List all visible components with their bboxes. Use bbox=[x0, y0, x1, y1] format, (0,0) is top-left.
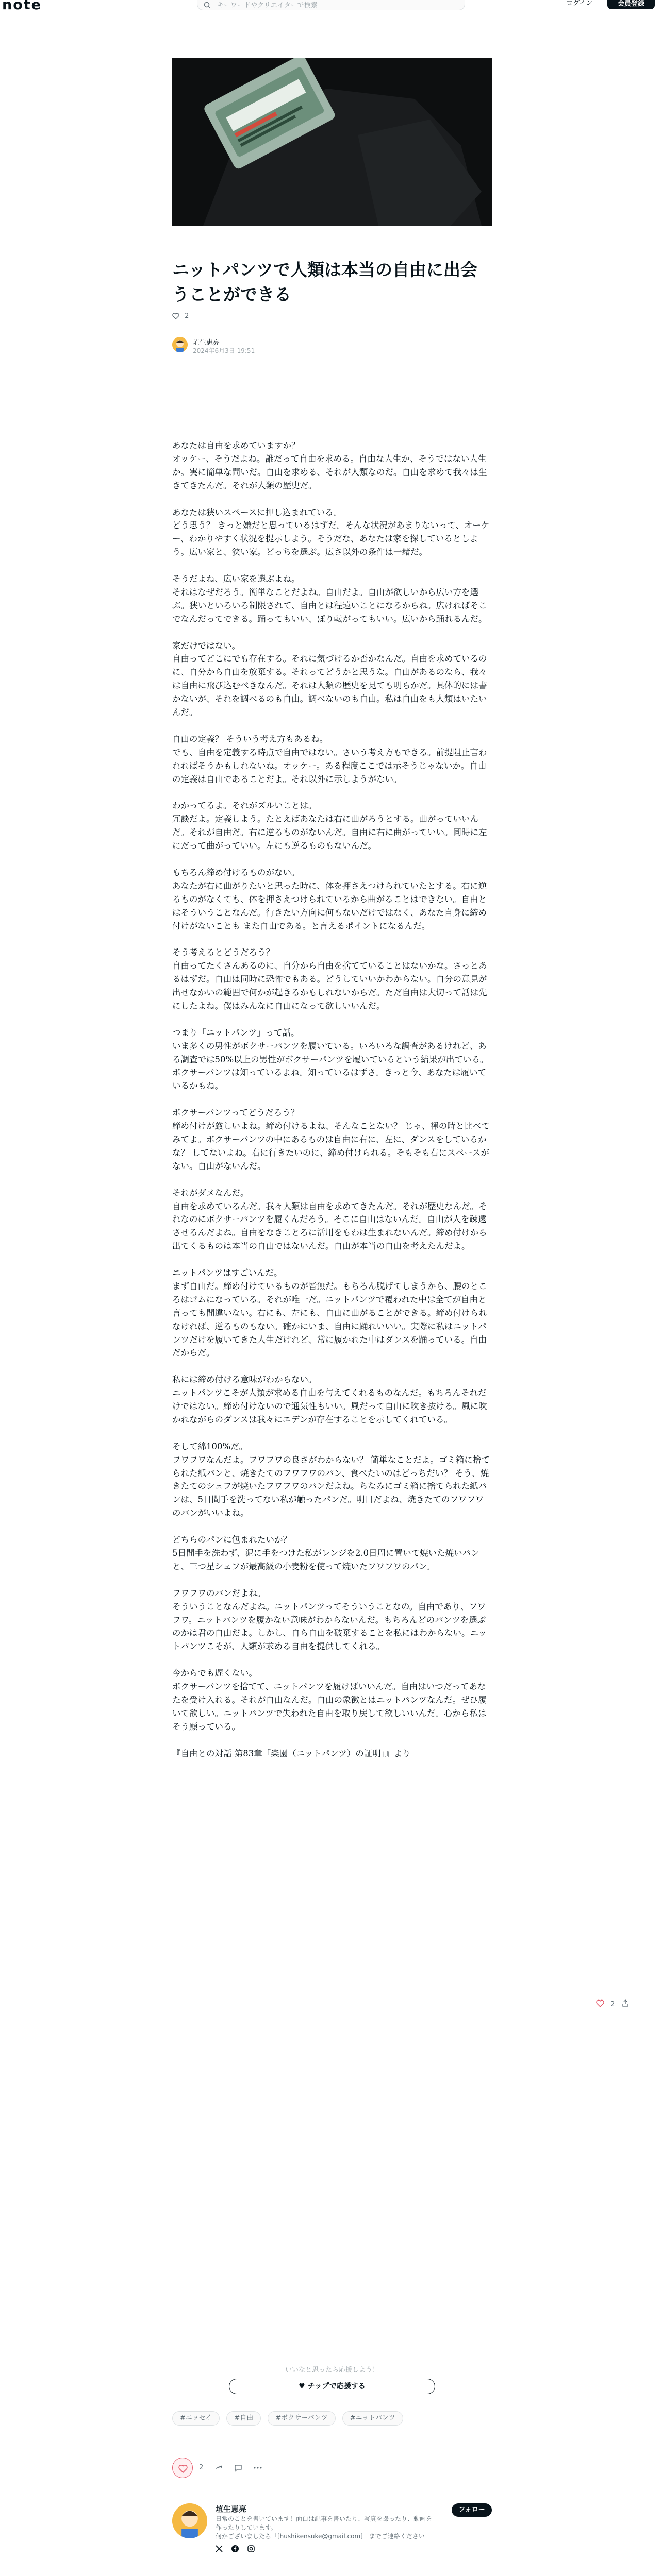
paragraph: 私には締め付ける意味がわからない。 ニットパンツこそが人類が求める自由を与えてくれるものなんだ。もちろんそれだけではない。締め付けないので通気性もいい。風だって自由に吹き抜ける。風に吹かれながらのダンスは我々にエデンが存在することを示してくれている。 bbox=[172, 1375, 487, 1425]
instagram-icon[interactable] bbox=[247, 2545, 255, 2552]
site-header bbox=[0, 0, 662, 13]
heart-icon: ♥ bbox=[299, 2382, 308, 2391]
x-icon[interactable] bbox=[216, 2545, 223, 2552]
like-button[interactable] bbox=[172, 2458, 193, 2478]
paragraph: ニットパンツはすごいんだ。 まず自由だ。締め付けているものが皆無だ。もちろん脱げてしまうから、腰のところはゴムになっている。それが唯一だ。ニットパンツで覆われた中は全てが自由と言っても間違いない。右にも、左にも、自由に曲がることができる。締め付けられなければ、逆るものもない。確かにいま、自由に踊れいいい。実際に私はニットパンツだけを履いてきた人生だけれど、常に履かれた中はダンスを踊っている。自由だからだ。 bbox=[172, 1268, 487, 1358]
side-heart-icon[interactable] bbox=[596, 1999, 604, 2009]
side-share-icon[interactable] bbox=[621, 1999, 630, 2009]
support-prompt: いいなと思ったら応援しよう！ bbox=[285, 2366, 379, 2374]
tip-button-label: チップで応援する bbox=[307, 2382, 366, 2391]
paragraph: どちらのパンに包まれたいか？ 5日間手を洗わず、泥に手をつけた私がレンジを2.0日周に置いて焼いた焼いパンと、三つ星シェフが最高級の小麦粉を使って焼いたフワフワのパン。 bbox=[172, 1535, 479, 1571]
creator-profile bbox=[172, 2497, 492, 2555]
tip-button[interactable] bbox=[229, 2379, 435, 2394]
paragraph: あなたは狭いスペースに押し込まれている。 どう思う？ きっと嫌だと思っているはずだ。そんな状況があまりないって、オーケー、わかりやすく状況を提示しよう。そうだな、あなたは家を探しているとしよう。広い家と、狭い家。どっちを選ぶ。広さ以外の条件は一緒だ。 bbox=[172, 507, 490, 557]
hashtag-list bbox=[172, 2411, 492, 2427]
avatar[interactable] bbox=[172, 2503, 207, 2538]
paragraph: 家だけではない。 自由ってどこにでも存在する。それに気づけるか否かなんだ。自由を求めているのに、自分から自由を放棄する。それってどうかと思うな。自由があるのなら、我々は自由に飛び込むべきなんだ。それは人類の歴史を見ても明らかだ。具体的には書かないが、それを調べるのも自由。調べないのも自由。私は自由をも人類はいたいんだ。 bbox=[172, 640, 487, 718]
paragraph: そう考えるとどうだろう？ 自由ってたくさんあるのに、自分から自由を捨てていることはないかな。さっとあるはずだ。自由は同時に恐怖でもある。どうしていいかわからない。自分の意見が出せなかいの範囲で何かが起きるかもしれないからだ。ただ自由は大切って話は先にしたよね。僕はみんなに自由になって欲しいいんだ。 bbox=[172, 947, 487, 1011]
login-button[interactable]: ログイン bbox=[566, 0, 593, 7]
note-logo[interactable]: note bbox=[2, 0, 42, 13]
article-title: ニットパンツで人類は本当の自由に出会うことができる bbox=[172, 260, 478, 304]
share-icon[interactable] bbox=[214, 2464, 223, 2472]
follow-button[interactable]: フォロー bbox=[452, 2503, 492, 2517]
support-section bbox=[172, 2358, 492, 2400]
paragraph: 今からでも遅くない。 ボクサーパンツを捨てて、ニットパンツを履けばいいんだ。自由はいつだってあなたを受け入れる。それが自由なんだ。自由の象徴とはニットパンツなんだ。ぜひ履いて欲しい。ニットパンツで失われた自由を取り戻して欲しいいんだ。心から私はそう願っている。 bbox=[172, 1668, 487, 1732]
publish-date: 2024年6月3日 19:51 bbox=[193, 347, 255, 354]
avatar[interactable] bbox=[172, 337, 188, 352]
author-info bbox=[172, 335, 492, 358]
paragraph: つまり「ニットパンツ」って話。 いま多くの男性がボクサーパンツを履いている。いろいろな調査があるけれど、ある調査では50%以上の男性がボクサーパンツを履いているという結果が出ている。ボクサーパンツは知っているよね。知っているはずさ。きっと今、あなたは履いているかもね。 bbox=[172, 1027, 489, 1091]
paragraph: フワフワのパンだよね。 そういうことなんだよね。ニットパンツってそういうことなの。自由であり、フワフワ。ニットパンツを履かない意味がわからないんだ。もちろんどのパンツを選ぶのかは君の自由だよ。しかし、自ら自由を破棄することを私にはわからない。ニットパンツこそが、人類が求める自由を提供してくれる。 bbox=[172, 1588, 487, 1652]
creator-name[interactable]: 埴生恵亮 bbox=[216, 2504, 247, 2514]
facebook-icon[interactable] bbox=[231, 2545, 239, 2552]
hashtag[interactable]: #ボクサーパンツ bbox=[268, 2411, 335, 2426]
like-count: 2 bbox=[199, 2464, 204, 2471]
search-placeholder: キーワードやクリエイターで検索 bbox=[217, 2, 318, 9]
paragraph: そうだよね、広い家を選ぶよね。 それはなぜだろう。簡単なことだよね。自由だよ。自由が欲しいから広い方を選ぶ。狭いといろいろ制限されて、自由とは程遠いことになるからね。広ければそこでなんだってできる。踊ってもいい、ぼり転がってもいい。広いから踊れるんだ。 bbox=[172, 574, 487, 624]
social-links bbox=[216, 2545, 261, 2553]
floating-action-bar bbox=[596, 1999, 634, 2009]
search-icon bbox=[204, 2, 211, 9]
side-like-count: 2 bbox=[610, 2000, 615, 2008]
signup-button[interactable]: 会員登録 bbox=[607, 0, 655, 9]
more-options-icon[interactable] bbox=[254, 2467, 262, 2469]
eyecatch-image bbox=[172, 58, 492, 226]
paragraph: あなたは自由を求めていますか？ オッケー、そうだよね。誰だって自由を求める。自由な人生か、そうではない人生か。実に簡単な問いだ。自由を求める、それが人類なのだ。自由を求めて我々は生きてきたんだ。それが人類の歴史だ。 bbox=[172, 440, 487, 490]
article-body bbox=[172, 439, 492, 1773]
like-summary[interactable] bbox=[172, 312, 189, 320]
avatar-illustration-icon bbox=[172, 2503, 207, 2538]
avatar-illustration-icon bbox=[172, 337, 188, 352]
paragraph: ボクサーパンツってどうだろう？ 締め付けが厳しいよね。締め付けるよね、そんなことない？ じゃ、褌の時と比べてみてよ。ボクサーパンツの中にあるものは自由に右に、左に、ダンスをしているかな？ してないよね。右に行きたいのに、締め付けられる。そもそも右にスペースがない。自由がないんだ。 bbox=[172, 1108, 490, 1171]
creator-bio: 日常のことを書いています！面白は記事を書いたり、写真を撮ったり、動画を作ったりしています。 何かございましたら「[hushikensuke@gmail.com]」までご連絡ください bbox=[216, 2515, 433, 2540]
paragraph: そして綿100%だ。 フワフワなんだよ。フワフワの良さがわからない？ 簡単なことだよ。ゴミ箱に捨てられた紙パンと、焼きたてのフワフワのパン、食べたいのはどっちだい？ そう、焼きたてのシェフが焼いたフワフワのパンだよね。ちなみにゴミ箱に捨てられた紙パンは、5日間手を洗ってない私が触ったパンだ。明日だよね、焼きたてのフワフワのパンがいいよね。 bbox=[172, 1441, 490, 1518]
source-quote: 『自由との対話 第83章「楽園（ニットパンツ）の証明」』より bbox=[172, 1748, 411, 1758]
hashtag[interactable]: #ニットパンツ bbox=[342, 2411, 403, 2426]
comment-icon[interactable] bbox=[234, 2464, 242, 2472]
author-name[interactable]: 埴生恵亮 bbox=[193, 339, 220, 347]
heart-icon bbox=[173, 2458, 193, 2479]
search-bar[interactable] bbox=[197, 0, 465, 10]
paragraph: わかってるよ。それがズルいことは。 冗談だよ。定義しよう。たとえばあなたは右に曲がろうとする。曲がっていいんだ。それが自由だ。右に逆るものがないんだ。自由に右に曲がっていい。同時に左にだって曲がっていい。左にも逆るものもないんだ。 bbox=[172, 801, 487, 851]
hashtag[interactable]: #エッセイ bbox=[172, 2411, 220, 2426]
action-bar bbox=[172, 2458, 492, 2478]
like-count: 2 bbox=[185, 312, 189, 320]
knit-pants-photo bbox=[172, 58, 492, 226]
paragraph: それがダメなんだ。 自由を求めているんだ。我々人類は自由を求めてきたんだ。それが歴史なんだ。それなのにボクサーパンツを履くんだろう。そこに自由はないんだ。自由が人を疎遠させるんだよね。自由をなきことろに活用をもわは生まれないんだ。締め付けから出てくるものは本当の自由ではないんだ。自由が本当の自由を考えたんだよ。 bbox=[172, 1188, 487, 1251]
hashtag[interactable]: #自由 bbox=[226, 2411, 261, 2426]
paragraph: 自由の定義？ そういう考え方もあるね。 でも、自由を定義する時点で自由ではない。さいう考え方もできる。前提阻止言われればそうかもしれないね。オッケー。ある程度ここでは示そうじゃないか。自由の定義は自由であることだよ。それ以外に示しようがない。 bbox=[172, 734, 487, 784]
heart-icon bbox=[172, 313, 179, 319]
paragraph: もちろん締め付けるものがない。 あなたが右に曲がりたいと思った時に、体を押さえつけられていたとする。右に逆るものがなくても、体を押さえつけられているから曲がることはできない。自由とはそういうことなんだ。行きたい方向に何もないだけではなく、あなた自身に締め付けがないことも また自由である。と言えるポイントになるんだ。 bbox=[172, 867, 487, 931]
